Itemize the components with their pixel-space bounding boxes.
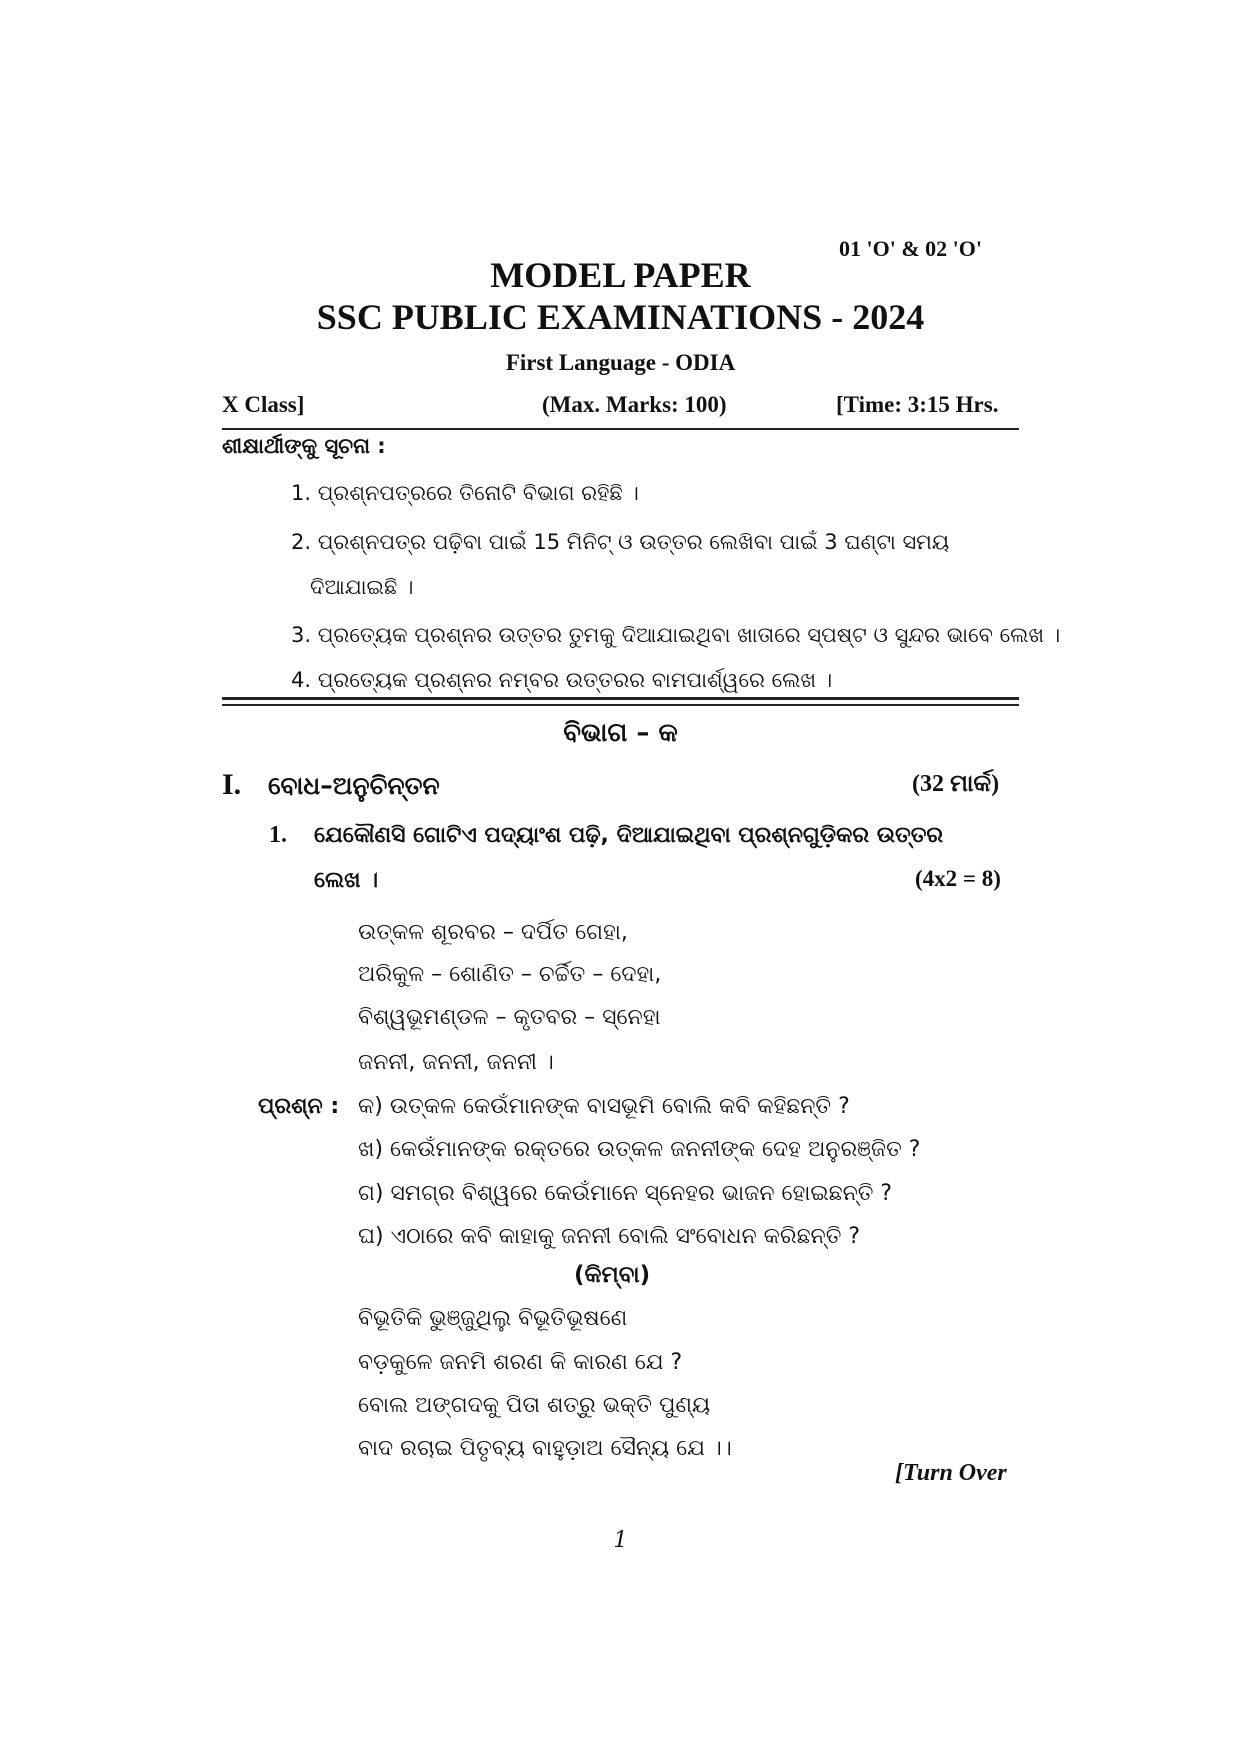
page-number: 1 — [613, 1528, 628, 1553]
question-text: ଯେକୌଣସି ଗୋଟିଏ ପଦ୍ୟାଂଶ ପଢ଼ି, ଦିଆଯାଇଥିବା ପ୍ରଶ୍ନଗୁଡ଼ିକର ଉତ୍ତର — [314, 823, 944, 848]
question-marks: (4x2 = 8) — [915, 866, 1001, 891]
section-title: ବିଭାଗ – କ — [563, 718, 678, 748]
sub-question: ଖ) କେଉଁମାନଙ୍କ ରକ୍ତରେ ଉତ୍କଳ ଜନନୀଙ୍କ ଦେହ ଅନୁରଞ୍ଜିତ ? — [358, 1137, 921, 1162]
question-number: 1. — [269, 822, 287, 848]
question-text-continued: ଲେଖ । — [314, 868, 379, 893]
instruction-item: 2. ପ୍ରଶ୍ନପତ୍ର ପଢ଼ିବା ପାଇଁ 15 ମିନିଟ୍ ଓ ଉତ୍ତର ଲେଖିବା ପାଇଁ 3 ଘଣ୍ଟା ସମୟ — [291, 530, 950, 554]
poem-line: ଅରିକୁଳ – ଶୋଣିତ – ଚର୍ଚ୍ଚିତ – ଦେହା, — [358, 962, 662, 987]
section-divider-top — [222, 697, 1019, 700]
instruction-item: 3. ପ୍ରତ୍ୟେକ ପ୍ରଶ୍ନର ଉତ୍ତର ତୁମକୁ ଦିଆଯାଇଥିବା ଖାତାରେ ସ୍ପଷ୍ଟ ଓ ସୁନ୍ଦର ଭାବେ ଲେଖ । — [291, 623, 1061, 647]
header-divider — [222, 428, 1019, 430]
poem-line: ଉତ୍କଳ ଶୂରବର – ଦର୍ପିତ ଗେହା, — [358, 920, 628, 945]
sub-question: ଘ) ଏଠାରେ କବି କାହାକୁ ଜନନୀ ବୋଲି ସଂବୋଧନ କରିଛନ୍ତି ? — [358, 1224, 861, 1249]
instruction-item-continued: ଦିଆଯାଇଛି । — [310, 575, 414, 599]
poem-line: ବଡ଼କୁଳେ ଜନମି ଶରଣ କି କାରଣ ଯେ ? — [358, 1350, 683, 1375]
paper-code: 01 'O' & 02 'O' — [839, 236, 982, 261]
sub-question: କ) ଉତ୍କଳ କେଉଁମାନଙ୍କ ବାସଭୂମି ବୋଲି କବି କହିଛନ୍ତି ? — [358, 1094, 850, 1119]
questions-label: ପ୍ରଶ୍ନ : — [258, 1094, 340, 1119]
instructions-heading: ଶୀକ୍ଷାର୍ଥୀଙ୍କୁ ସୂଚନା : — [222, 434, 386, 458]
part-number: I. — [222, 768, 242, 801]
page-title: MODEL PAPER — [490, 255, 751, 295]
class-label: X Class] — [222, 392, 305, 417]
turn-over-label: [Turn Over — [895, 1460, 1007, 1486]
poem-line: ବୋଲ ଅଙ୍ଗଦକୁ ପିତା ଶତ୍ରୁ ଭକ୍ତି ପୁଣ୍ୟ — [358, 1393, 711, 1418]
instruction-item: 4. ପ୍ରତ୍ୟେକ ପ୍ରଶ୍ନର ନମ୍ବର ଉତ୍ତରର ବାମପାର୍ଶ୍ୱରେ ଲେଖ । — [291, 668, 833, 692]
sub-question: ଗ) ସମଗ୍ର ବିଶ୍ୱରେ କେଉଁମାନେ ସ୍ନେହର ଭାଜନ ହୋଇଛନ୍ତି ? — [358, 1181, 893, 1206]
poem-line: ବିଶ୍ୱଭୂମଣ୍ଡଳ – କୃତବର – ସ୍ନେହା — [358, 1005, 661, 1030]
max-marks: (Max. Marks: 100) — [542, 392, 727, 417]
section-divider-bottom — [222, 704, 1019, 706]
poem-line: ଜନନୀ, ଜନନୀ, ଜନନୀ । — [358, 1050, 554, 1075]
part-marks: (32 ମାର୍କ) — [912, 771, 1000, 797]
poem-line: ବିଭୂତିକି ଭୁଞ୍ଜୁଥିଲୁ ବିଭୂତିଭୂଷଣେ — [358, 1306, 628, 1331]
subject-title: First Language - ODIA — [505, 350, 736, 375]
exam-time: [Time: 3:15 Hrs. — [836, 392, 999, 417]
exam-title: SSC PUBLIC EXAMINATIONS - 2024 — [316, 297, 925, 337]
part-title: ବୋଧ–ଅନୁଚିନ୍ତନ — [268, 771, 440, 800]
poem-line: ବାଦ ରଚାଇ ପିତୃବ୍ୟ ବାହୁଡ଼ାଅ ସୈନ୍ୟ ଯେ ।। — [358, 1436, 732, 1461]
or-label: (କିମ୍ବା) — [574, 1262, 651, 1288]
instruction-item: 1. ପ୍ରଶ୍ନପତ୍ରରେ ତିନୋଟି ବିଭାଗ ରହିଛି । — [291, 481, 639, 505]
